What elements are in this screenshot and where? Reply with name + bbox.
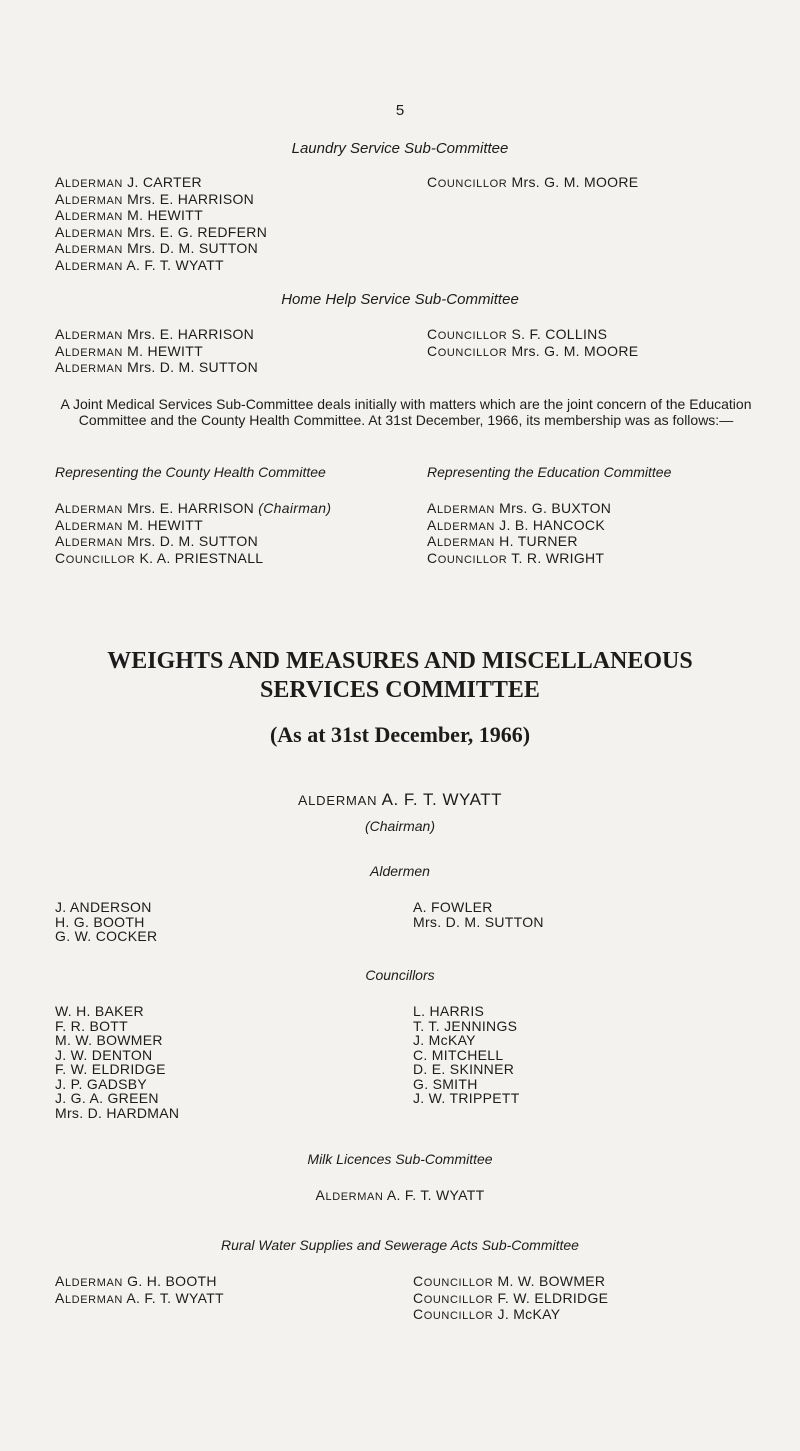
rural-water-right-list: [413, 1274, 608, 1324]
chairman-label: (Chairman): [364, 818, 435, 834]
joint-medical-paragraph: A Joint Medical Services Sub-Committee deals initially with matters which are the joint concern of the Education Committee and the County Health Committee. At 31st December, 1966, its membership was as follows:—: [60, 396, 752, 428]
county-health-heading: Representing the County Health Committee: [55, 464, 326, 480]
member-line: T. T. JENNINGS: [413, 1017, 518, 1034]
member-line: ALDERMAN H. TURNER: [427, 533, 578, 549]
member-line: D. E. SKINNER: [413, 1061, 515, 1077]
member-line: J. ANDERSON: [55, 899, 152, 915]
member-line: J. P. GADSBY: [55, 1075, 148, 1092]
joint-medical-left-list: [55, 501, 331, 567]
member-line: ALDERMAN G. H. BOOTH: [55, 1273, 217, 1289]
member-line: J. W. TRIPPETT: [413, 1090, 520, 1106]
member-line: F. W. ELDRIDGE: [55, 1061, 166, 1077]
member-line: COUNCILLOR S. F. COLLINS: [427, 326, 608, 342]
member-line: COUNCILLOR Mrs. G. M. MOORE: [427, 174, 639, 190]
member-line: COUNCILLOR F. W. ELDRIDGE: [413, 1289, 609, 1306]
member-line: J. McKAY: [413, 1032, 476, 1048]
member-line: ALDERMAN Mrs. E. HARRISON (Chairman): [55, 500, 332, 516]
milk-member: ALDERMAN A. F. T. WYATT: [315, 1187, 485, 1203]
education-heading: Representing the Education Committee: [427, 464, 672, 480]
chairman-name: ALDERMAN A. F. T. WYATT: [298, 790, 502, 809]
member-line: ALDERMAN Mrs. D. M. SUTTON: [55, 240, 258, 256]
member-line: COUNCILLOR Mrs. G. M. MOORE: [427, 342, 639, 359]
member-line: ALDERMAN Mrs. D. M. SUTTON: [55, 533, 258, 549]
member-line: ALDERMAN Mrs. E. G. REDFERN: [55, 223, 268, 240]
member-line: ALDERMAN M. HEWITT: [55, 342, 203, 359]
member-line: G. W. COCKER: [55, 928, 158, 944]
page-number: 5: [395, 102, 405, 119]
member-line: ALDERMAN A. F. T. WYATT: [55, 256, 224, 273]
member-line: M. W. BOWMER: [55, 1032, 163, 1048]
laundry-right-list: [427, 175, 638, 192]
member-line: COUNCILLOR J. McKAY: [413, 1306, 561, 1322]
member-line: ALDERMAN J. CARTER: [55, 174, 202, 190]
member-line: ALDERMAN A. F. T. WYATT: [55, 1289, 224, 1306]
member-line: C. MITCHELL: [413, 1046, 504, 1063]
member-line: COUNCILLOR K. A. PRIESTNALL: [55, 549, 264, 566]
committee-title: [0, 647, 800, 705]
councillors-right-list: [413, 1004, 520, 1106]
member-line: Mrs. D. M. SUTTON: [413, 913, 544, 930]
member-line: ALDERMAN Mrs. E. HARRISON: [55, 190, 255, 207]
member-line: ALDERMAN Mrs. G. BUXTON: [427, 500, 612, 516]
member-line: COUNCILLOR T. R. WRIGHT: [427, 549, 605, 566]
member-line: ALDERMAN M. HEWITT: [55, 207, 203, 223]
milk-title: Milk Licences Sub-Committee: [307, 1151, 493, 1167]
member-line: J. W. DENTON: [55, 1046, 153, 1063]
member-line: A. FOWLER: [413, 899, 493, 915]
laundry-title: Laundry Service Sub-Committee: [291, 140, 509, 157]
home-help-left-list: [55, 327, 258, 377]
committee-title-line1: WEIGHTS AND MEASURES AND MISCELLANEOUS: [107, 648, 693, 674]
home-help-right-list: [427, 327, 638, 360]
committee-title-line2: SERVICES COMMITTEE: [260, 677, 540, 703]
member-line: L. HARRIS: [413, 1003, 485, 1019]
member-line: ALDERMAN J. B. HANCOCK: [427, 516, 605, 533]
member-line: COUNCILLOR M. W. BOWMER: [413, 1273, 606, 1289]
joint-medical-right-list: [427, 501, 611, 567]
home-help-title: Home Help Service Sub-Committee: [281, 291, 519, 308]
laundry-left-list: [55, 175, 267, 274]
member-line: ALDERMAN Mrs. E. HARRISON: [55, 326, 255, 342]
member-line: J. G. A. GREEN: [55, 1090, 159, 1106]
member-line: Mrs. D. HARDMAN: [55, 1104, 180, 1121]
member-line: F. R. BOTT: [55, 1017, 128, 1034]
member-line: H. G. BOOTH: [55, 913, 145, 930]
rural-water-left-list: [55, 1274, 224, 1307]
as-at-date: (As at 31st December, 1966): [269, 722, 531, 747]
member-line: ALDERMAN Mrs. D. M. SUTTON: [55, 359, 258, 375]
member-line: ALDERMAN M. HEWITT: [55, 516, 203, 533]
member-line: G. SMITH: [413, 1075, 478, 1092]
member-line: W. H. BAKER: [55, 1003, 144, 1019]
aldermen-left-list: [55, 900, 157, 944]
aldermen-heading: Aldermen: [370, 863, 430, 879]
aldermen-right-list: [413, 900, 544, 929]
councillors-left-list: [55, 1004, 179, 1120]
councillors-heading: Councillors: [365, 967, 435, 983]
rural-water-title: Rural Water Supplies and Sewerage Acts Sub-Committee: [221, 1237, 579, 1253]
